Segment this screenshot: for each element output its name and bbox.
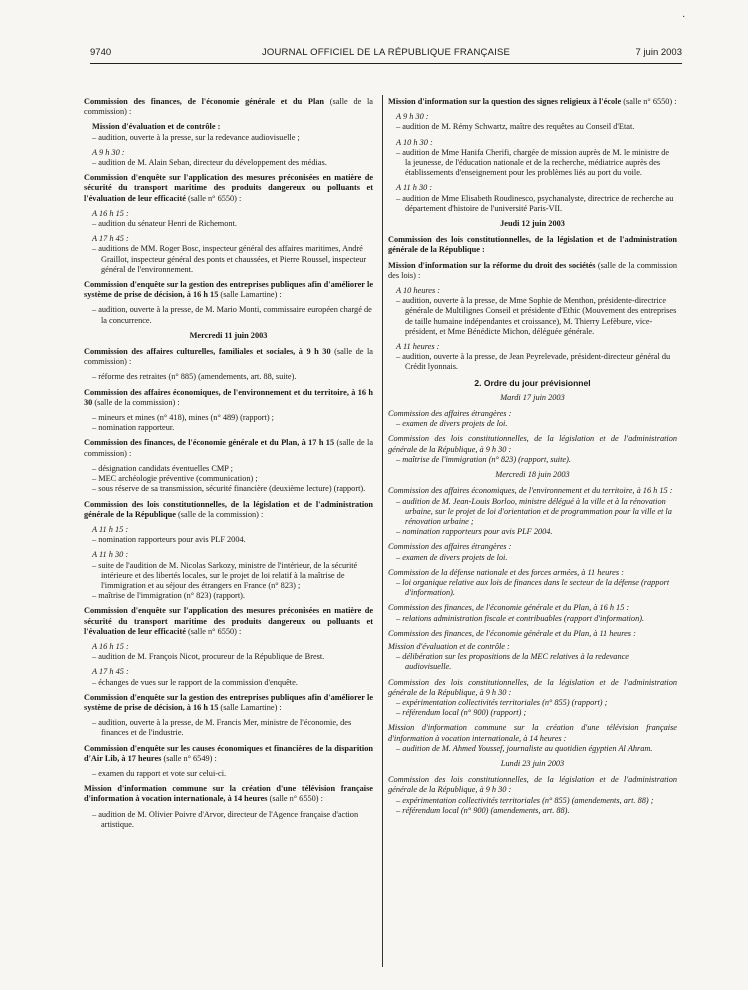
agenda-heading: Commission des affaires étrangères : [388,409,512,419]
heading-rest: (salle Lamartine) : [218,290,282,300]
agenda-item: – audition de M. Alain Seban, directeur du développement des médias. [92,158,327,168]
agenda-heading: Commission des lois constitutionnelles, de la législation et de l'administration générale de la République, à 9 h 30 : [388,677,677,697]
time-label: A 16 h 15 : [92,641,129,651]
agenda-heading: Commission des affaires étrangères : [388,542,512,552]
agenda-item: – délibération sur les propositions de la MEC relatives à la redevance audiovisuelle. [396,652,629,672]
heading-rest: (salle n° 6550) : [185,193,242,203]
time-label: A 17 h 45 : [92,234,129,244]
agenda-heading [388,97,677,107]
time-label: A 16 h 15 : [92,208,129,218]
agenda-heading: Commission des lois constitutionnelles, de la législation et de l'administration générale de la République, à 9 h 30 : [388,775,677,795]
heading-bold: Mission d'information sur la réforme du droit des sociétés [388,260,596,270]
agenda-heading: Commission des affaires économiques, de l'environnement et du territoire, à 16 h 15 : [388,486,673,496]
agenda-item: – audition, ouverte à la presse, de M. Mario Monti, commissaire européen chargé de la concurrence. [92,305,372,325]
agenda-heading [84,388,373,408]
agenda-heading: Commission des finances, de l'économie générale et du Plan, à 16 h 15 : [388,603,630,613]
agenda-item: – audition de Mme Hanifa Cherifi, chargée de mission auprès de M. le ministre de la jeunesse, de l'éducation nationale et de la recherche, médiatrice auprès des établissements d'enseignement pour les problèmes liés au port du voile. [396,147,670,178]
heading-bold: Mission d'information commune sur la création d'une télévision française d'information à vocation internationale, à 14 heures [84,784,373,804]
agenda-item: – maîtrise de l'immigration (n° 823) (rapport, suite). [396,454,571,464]
agenda-heading [84,173,373,204]
time-label: A 11 h 15 : [92,524,129,534]
time-label: A 11 h 30 : [92,550,129,560]
agenda-item: – audition de M. Jean-Louis Borloo, ministre délégué à la ville et à la rénovation urbaine, sur le projet de loi d'orientation et de programmation pour la ville et la rénovation urbaine ; [396,496,672,526]
agenda-item: – sous réserve de sa transmission, sécurité financière (deuxième lecture) (rapport). [92,484,366,494]
time-label: A 10 heures : [396,286,441,296]
agenda-item: – suite de l'audition de M. Nicolas Sarkozy, ministre de l'intérieur, de la sécurité intérieure et des libertés locales, sur le projet de loi relatif à la maîtrise de l'immigration et au séjour des étrangers en France (n° 823) ; [92,560,358,590]
agenda-item: – nomination rapporteur. [92,423,175,433]
agenda-heading [84,97,373,117]
time-label: A 9 h 30 : [396,112,429,122]
day-heading: Mercredi 11 juin 2003 [189,330,268,340]
agenda-item: – réforme des retraites (n° 885) (amendements, art. 88, suite). [92,372,297,382]
agenda-item: – audition du sénateur Henri de Richemont. [92,219,237,229]
agenda-item: – audition, ouverte à la presse, sur la redevance audiovisuelle ; [92,132,300,142]
corner-mark: · [682,12,686,23]
agenda-heading [84,606,373,637]
agenda-item: – audition, ouverte à la presse, de Jean Peyrelevade, président-directeur général du Crédit lyonnais. [396,352,671,372]
day-heading: Mercredi 18 juin 2003 [495,470,570,480]
agenda-item: – audition, ouverte à la presse, de M. Francis Mer, ministre de l'économie, des finances et de l'industrie. [92,718,352,738]
agenda-heading [84,347,373,367]
agenda-item: – référendum local (n° 900) (rapport) ; [396,708,527,718]
agenda-item: – expérimentation collectivités territoriales (n° 855) (rapport) ; [396,697,608,707]
page-number: 9740 [90,47,112,58]
agenda-item: – audition, ouverte à la presse, de Mme Sophie de Menthon, présidente-directrice générale de Multilignes Conseil et présidente d'Ethic (Mouvement des entreprises de taille humaine indépendantes et croissance), M. Thierry Lefèbure, vice-président, et Mme Bénédicte Michon, déléguée générale. [396,296,677,336]
heading-rest: (salle n° 6550) : [267,794,323,804]
heading-rest: (salle n° 6550) : [185,626,242,636]
agenda-item: – nomination rapporteurs pour avis PLF 2004. [92,535,246,545]
heading-rest: (salle de la commission des lois) : [388,260,677,280]
heading-rest: (salle de la commission) : [84,438,373,458]
time-label: A 10 h 30 : [396,137,433,147]
agenda-item: – maîtrise de l'immigration (n° 823) (rapport). [92,591,245,601]
day-heading: Lundi 23 juin 2003 [500,758,565,768]
agenda-item: – audition de Mme Elisabeth Roudinesco, psychanalyste, directrice de recherche au département d'histoire de l'université Paris-VII. [396,193,674,213]
agenda-heading: Commission des finances, de l'économie générale et du Plan, à 11 heures : [388,628,636,638]
heading-bold: Commission d'enquête sur l'application des mesures préconisées en matière de sécurité du transport maritime des produits dangereux ou polluants et l'évaluation de leur efficacité [84,606,373,636]
agenda-heading [84,280,373,300]
time-label: A 11 h 30 : [396,183,433,193]
agenda-heading [84,784,373,804]
heading-bold: Commission des finances, de l'économie générale et du Plan, à 17 h 15 [84,438,335,448]
agenda-heading [84,693,373,713]
agenda-item: – échanges de vues sur le rapport de la commission d'enquête. [92,677,298,687]
subheading: Mission d'évaluation et de contrôle : [92,122,221,132]
section-title: 2. Ordre du jour prévisionnel [474,377,591,388]
right-column [388,97,677,821]
heading-rest: (salle n° 6549) : [161,753,217,763]
agenda-item: – audition de M. Olivier Poivre d'Arvor, directeur de l'Agence française d'action artistique. [92,809,359,829]
heading-rest: (salle Lamartine) : [218,702,282,712]
heading-bold: Commission d'enquête sur l'application des mesures préconisées en matière de sécurité du transport maritime des produits dangereux ou polluants et l'évaluation de leur efficacité [84,173,373,203]
agenda-heading: Mission d'évaluation et de contrôle : [388,641,510,651]
agenda-item: – examen de divers projets de loi. [396,419,508,429]
heading-rest: (salle de la commission) : [92,397,180,407]
agenda-item: – nomination rapporteurs pour avis PLF 2004. [396,527,553,537]
agenda-heading: Mission d'information commune sur la création d'une télévision française d'information à vocation internationale, à 14 heures : [388,723,677,743]
heading-rest: (salle de la commission) : [84,347,373,367]
agenda-item: – loi organique relative aux lois de finances dans le secteur de la défense (rapport d'information). [396,577,670,598]
journal-title: JOURNAL OFFICIEL DE LA RÉPUBLIQUE FRANÇAISE [261,47,511,58]
header-rule [90,63,682,64]
heading-bold: Commission des finances, de l'économie générale et du Plan [84,97,325,106]
heading-bold: Commission d'enquête sur les causes économiques et financières de la disparition d'Air Lib, à 17 heures [84,743,373,763]
agenda-item: – expérimentation collectivités territoriales (n° 855) (amendements, art. 88) ; [396,795,654,805]
left-column [84,97,373,835]
day-heading: Jeudi 12 juin 2003 [500,219,565,229]
heading-bold: Commission des affaires économiques, de l'environnement et du territoire, à 16 h 30 [84,387,373,407]
heading-bold: Commission d'enquête sur la gestion des entreprises publiques afin d'améliorer le système de prise de décision, à 16 h 15 [84,692,373,712]
day-heading: Mardi 17 juin 2003 [500,392,565,402]
time-label: A 11 heures : [396,342,440,352]
heading-bold: Mission d'information sur la question des signes religieux à l'école [388,97,622,106]
agenda-heading [388,235,677,255]
heading-bold: Commission des affaires culturelles, familiales et sociales, à 9 h 30 [84,347,331,357]
agenda-heading [84,744,373,764]
agenda-item: – audition de M. François Nicot, procureur de la République de Brest. [92,652,325,662]
heading-rest: (salle de la commission) : [84,97,373,117]
agenda-item: – audition de M. Rémy Schwartz, maître des requêtes au Conseil d'Etat. [396,122,635,132]
time-label: A 17 h 45 : [92,667,129,677]
page-header [90,47,682,63]
column-divider [382,95,383,967]
heading-bold: Commission des lois constitutionnelles, de la législation et de l'administration générale de la République [84,499,373,519]
agenda-item: – référendum local (n° 900) (amendements, art. 88). [396,805,570,815]
heading-bold: Commission des lois constitutionnelles, de la législation et de l'administration générale de la République : [388,235,677,255]
time-label: A 9 h 30 : [92,147,125,157]
agenda-heading [388,261,677,281]
agenda-item: – mineurs et mines (n° 418), mines (n° 489) (rapport) ; [92,413,274,423]
agenda-heading [84,500,373,520]
issue-date: 7 juin 2003 [635,47,682,58]
heading-bold: Commission d'enquête sur la gestion des entreprises publiques afin d'améliorer le système de prise de décision, à 16 h 15 [84,280,373,300]
agenda-item: – examen de divers projets de loi. [396,552,508,562]
agenda-heading: Commission des lois constitutionnelles, de la législation et de l'administration générale de la République, à 9 h 30 : [388,434,677,454]
agenda-item: – relations administration fiscale et contribuables (rapport d'information). [396,613,645,623]
agenda-item: – auditions de MM. Roger Bosc, inspecteur général des affaires maritimes, André Graillot, inspecteur général des ponts et chaussées, et Pierre Roussel, inspecteur général de l'environnement. [92,244,367,274]
heading-rest: (salle n° 6550) : [621,97,677,106]
heading-rest: (salle de la commission) : [175,509,264,519]
agenda-item: – MEC archéologie préventive (communication) ; [92,474,258,484]
agenda-heading [84,438,373,458]
agenda-heading: Commission de la défense nationale et des forces armées, à 11 heures : [388,567,624,577]
agenda-item: – audition de M. Ahmed Youssef, journaliste au quotidien égyptien Al Ahram. [396,743,653,753]
agenda-item: – désignation candidats éventuelles CMP ; [92,463,233,473]
agenda-item: – examen du rapport et vote sur celui-ci. [92,768,227,778]
